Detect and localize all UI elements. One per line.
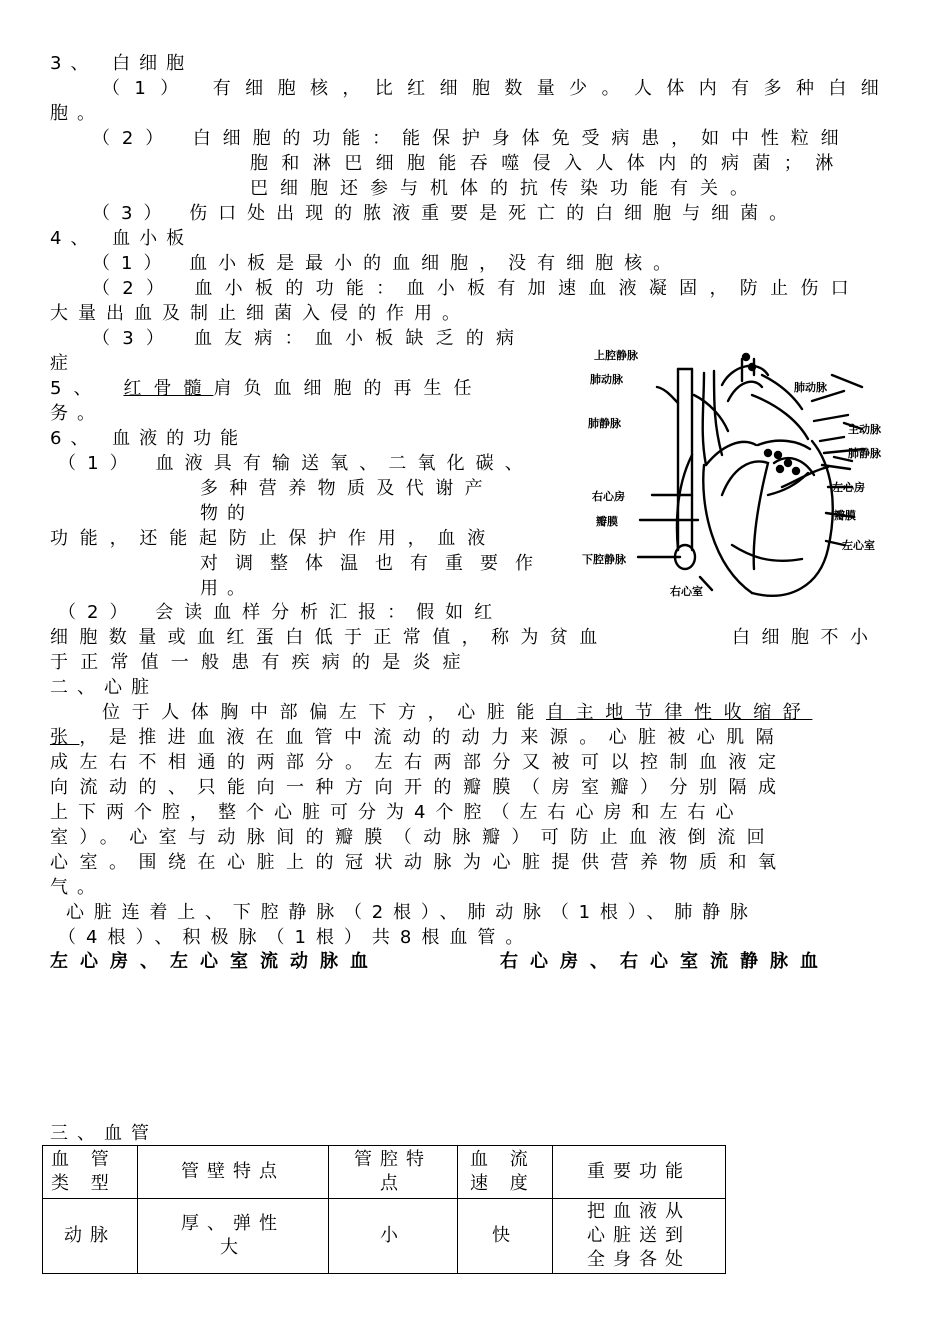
- header-wall-a: 管壁特点: [181, 1161, 285, 1182]
- label-pa-right: 肺动脉: [794, 381, 827, 394]
- sec3-p1a: （1） 有细胞核，比红细胞数量少。人体内有多种白细: [102, 78, 894, 99]
- label-ivc: 下腔静脉: [582, 553, 626, 566]
- header-lumen-a: 管腔特: [354, 1149, 432, 1170]
- heart-line-8: 气。: [50, 877, 104, 898]
- section-6-title: 6、 血液的功能: [50, 428, 248, 449]
- sec5-num: 5、: [50, 378, 104, 399]
- heart-line-1b: 自主地节律性收缩舒: [546, 702, 813, 723]
- sec4-p3b: 症: [50, 353, 77, 374]
- sec3-p1b: 胞。: [50, 103, 104, 124]
- heart-line-5: 上下两个腔，整个心脏可分为4个腔（左右心房和左右心: [50, 802, 744, 823]
- sec4-p2b: 大量出血及制止细菌入侵的作用。: [50, 303, 470, 324]
- header-wall: [138, 1146, 329, 1199]
- cell-type: 动脉: [43, 1199, 138, 1274]
- sec5-line: [50, 377, 483, 401]
- header-type: [43, 1146, 138, 1199]
- sec3-p2b: 胞和淋巴细胞能吞噬侵入人体内的病菌；淋: [250, 153, 847, 174]
- sec3-p2c: 巴细胞还参与机体的抗传染功能有关。: [250, 178, 760, 199]
- label-valve-left: 瓣膜: [596, 515, 618, 528]
- vessels-table: [42, 1145, 726, 1274]
- heart-diagram: [582, 345, 922, 607]
- label-svc: 上腔静脉: [594, 349, 638, 362]
- header-type-b: 类 型: [51, 1173, 117, 1194]
- header-lumen-b: 点: [380, 1173, 406, 1194]
- sec6-p1d: 功能，还能起防止保护作用，血液: [50, 528, 497, 549]
- label-ra: 右心房: [592, 490, 625, 503]
- sec5-rest: 肩负血细胞的再生任: [213, 378, 484, 399]
- section-4-title: 4、 血小板: [50, 228, 194, 249]
- sec6-p1a: （1） 血液具有输送氧、二氧化碳、: [58, 453, 534, 474]
- bold-left-side: 左心房、左心室流动脉血: [50, 951, 380, 972]
- heart-section-title: 二、心脏: [50, 677, 158, 698]
- heart-line-6: 室）。心室与动脉间的瓣膜（动脉瓣）可防止血液倒流回: [50, 827, 776, 848]
- header-speed: [458, 1146, 553, 1199]
- label-aorta: 主动脉: [848, 423, 881, 436]
- label-la: 左心房: [832, 481, 865, 494]
- label-valve-right: 瓣膜: [834, 509, 856, 522]
- cell-wall-b: 大: [220, 1237, 246, 1258]
- cell-function-a: 把血液从: [587, 1201, 691, 1222]
- label-lv: 左心室: [842, 539, 875, 552]
- label-rv: 右心室: [670, 585, 703, 598]
- bold-right-side: 右心房、右心室流静脉血: [500, 951, 830, 972]
- header-lumen: [329, 1146, 458, 1199]
- sec6-p1c: 物的: [200, 503, 254, 524]
- sec6-p1b: 多种营养物质及代谢产: [200, 478, 494, 499]
- section-3-title: 3、 白细胞: [50, 53, 194, 74]
- cell-function-b: 心脏送到: [587, 1225, 691, 1246]
- sec4-p1: （1） 血小板是最小的血细胞，没有细胞核。: [92, 253, 683, 274]
- sec6-p2c: 白细胞不小: [732, 627, 880, 648]
- cell-wall: [138, 1199, 329, 1274]
- label-pv-right: 肺静脉: [848, 447, 881, 460]
- sec6-p1f: 用。: [200, 578, 254, 599]
- sec3-p2a: （2） 白细胞的功能：能保护身体免受病患，如中性粒细: [92, 128, 851, 149]
- sec5-term: 红骨髓: [123, 378, 214, 399]
- label-pa-left: 肺动脉: [590, 373, 623, 386]
- sec5-tail: 务。: [50, 403, 104, 424]
- heart-line-3: 成左右不相通的两部分。左右两部分又被可以控制血液定: [50, 752, 788, 773]
- cell-function-c: 全身各处: [587, 1249, 691, 1270]
- cell-speed: 快: [458, 1199, 553, 1274]
- header-speed-b: 速 度: [470, 1173, 536, 1194]
- vessels-title: 三、血管: [50, 1123, 158, 1144]
- header-function: [553, 1146, 726, 1199]
- heart-line-4: 向流动的、只能向一种方向开的瓣膜（房室瓣）分别隔成: [50, 777, 788, 798]
- heart-line-2a: 张: [50, 727, 80, 748]
- sec3-p3: （3） 伤口处出现的脓液重要是死亡的白细胞与细菌。: [92, 203, 799, 224]
- heart-line-2: [50, 726, 785, 750]
- sec6-p1e: 对调整体温也有重要作: [200, 553, 550, 574]
- header-function-a: 重要功能: [587, 1161, 691, 1182]
- cell-lumen: 小: [329, 1199, 458, 1274]
- sec6-p2b: 细胞数量或血红蛋白低于正常值，称为贫血: [50, 627, 609, 648]
- table-header-row: [43, 1146, 726, 1199]
- header-speed-a: 血 流: [470, 1149, 536, 1170]
- cell-function: [553, 1199, 726, 1274]
- sec4-p3a: （3） 血友病：血小板缺乏的病: [92, 328, 527, 349]
- sec6-p2a: （2） 会读血样分析汇报：假如红: [58, 602, 504, 623]
- header-type-a: 血 管: [51, 1149, 117, 1170]
- label-pv-left: 肺静脉: [588, 417, 621, 430]
- cell-wall-a: 厚、弹性: [181, 1213, 285, 1234]
- table-row: [43, 1199, 726, 1274]
- heart-line-10: （4根）、积极脉（1根）共8根血管。: [58, 927, 534, 948]
- heart-line-2b: ，是推进血液在血管中流动的动力来源。心脏被心肌隔: [79, 727, 786, 748]
- heart-line-1: [102, 701, 812, 725]
- sec6-p2d: 于正常值一般患有疾病的是炎症: [50, 652, 473, 673]
- sec4-p2a: （2） 血小板的功能：血小板有加速血液凝固，防止伤口: [92, 278, 861, 299]
- heart-line-7: 心室。围绕在心脏上的冠状动脉为心脏提供营养物质和氧: [50, 852, 788, 873]
- heart-line-1a: 位于人体胸中部偏左下方，心脏能: [102, 702, 546, 723]
- heart-line-9: 心脏连着上、下腔静脉（2根）、肺动脉（1根）、肺静脉: [66, 902, 758, 923]
